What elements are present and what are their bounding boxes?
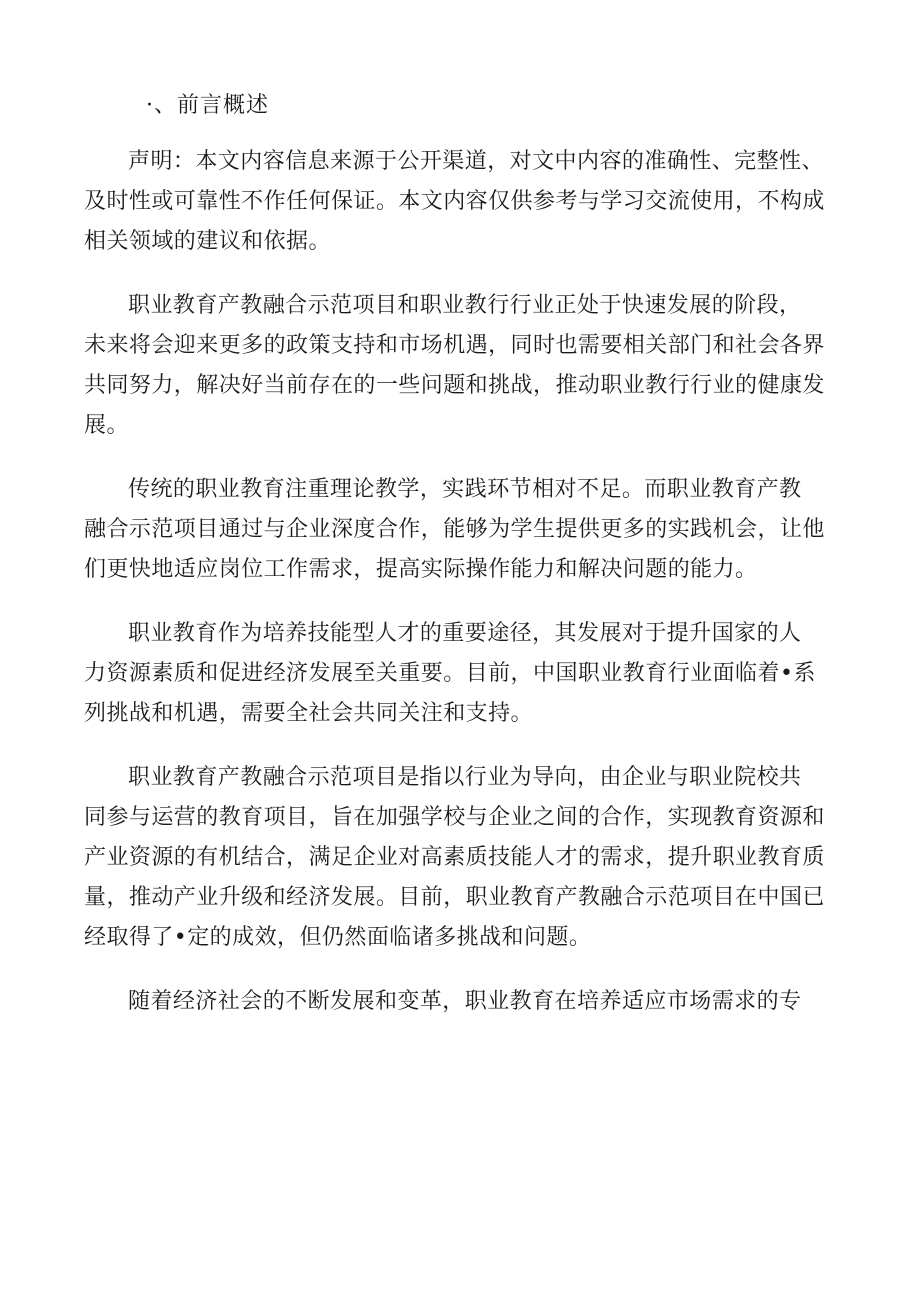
paragraph-line: 未来将会迎来更多的政策支持和市场机遇，同时也需要相关部门和社会各界 <box>84 333 825 358</box>
paragraph-line: 声明：本文内容信息来源于公开渠道，对文中内容的准确性、完整性、 <box>128 149 824 174</box>
section-heading: ·、前言概述 <box>146 93 269 118</box>
paragraph-line: 同参与运营的教育项目，旨在加强学校与企业之间的合作，实现教育资源和 <box>84 805 825 830</box>
paragraph-line: 相关领域的建议和依据。 <box>84 229 331 254</box>
paragraph-line: 传统的职业教育注重理论教学，实践环节相对不足。而职业教育产教 <box>128 477 802 502</box>
paragraph-line: 们更快地适应岗位工作需求，提高实际操作能力和解决问题的能力。 <box>84 557 758 582</box>
paragraph-line: 力资源素质和促进经济发展至关重要。目前，中国职业教育行业面临着•系 <box>84 661 816 686</box>
paragraph-definition <box>84 758 836 958</box>
paragraph-line: 职业教育作为培养技能型人才的重要途径，其发展对于提升国家的人 <box>128 621 802 646</box>
paragraph-industry-stage <box>84 286 836 446</box>
paragraph-line: 产业资源的有机结合，满足企业对高素质技能人才的需求，提升职业教育质 <box>84 845 825 870</box>
paragraph-line: 经取得了•定的成效，但仍然面临诸多挑战和问题。 <box>84 925 592 950</box>
paragraph-line: 共同努力，解决好当前存在的一些问题和挑战，推动职业教行行业的健康发 <box>84 373 825 398</box>
paragraph-importance <box>84 614 836 734</box>
paragraph-line: 职业教育产教融合示范项目是指以行业为导向，由企业与职业院校共 <box>128 765 802 790</box>
paragraph-line: 展。 <box>84 413 129 438</box>
document-page <box>84 86 836 1046</box>
paragraph-development <box>84 982 836 1022</box>
paragraph-practice <box>84 470 836 590</box>
paragraph-line: 职业教育产教融合示范项目和职业教行行业正处于快速发展的阶段， <box>128 293 802 318</box>
paragraph-line: 量，推动产业升级和经济发展。目前，职业教育产教融合示范项目在中国已 <box>84 885 825 910</box>
paragraph-line: 及时性或可靠性不作任何保证。本文内容仅供参考与学习交流使用，不构成 <box>84 189 825 214</box>
paragraph-disclaimer <box>84 142 836 262</box>
paragraph-line: 列挑战和机遇，需要全社会共同关注和支持。 <box>84 701 534 726</box>
paragraph-line: 随着经济社会的不断发展和变革，职业教育在培养适应市场需求的专 <box>128 989 802 1014</box>
paragraph-line: 融合示范项目通过与企业深度合作，能够为学生提供更多的实践机会，让他 <box>84 517 825 542</box>
